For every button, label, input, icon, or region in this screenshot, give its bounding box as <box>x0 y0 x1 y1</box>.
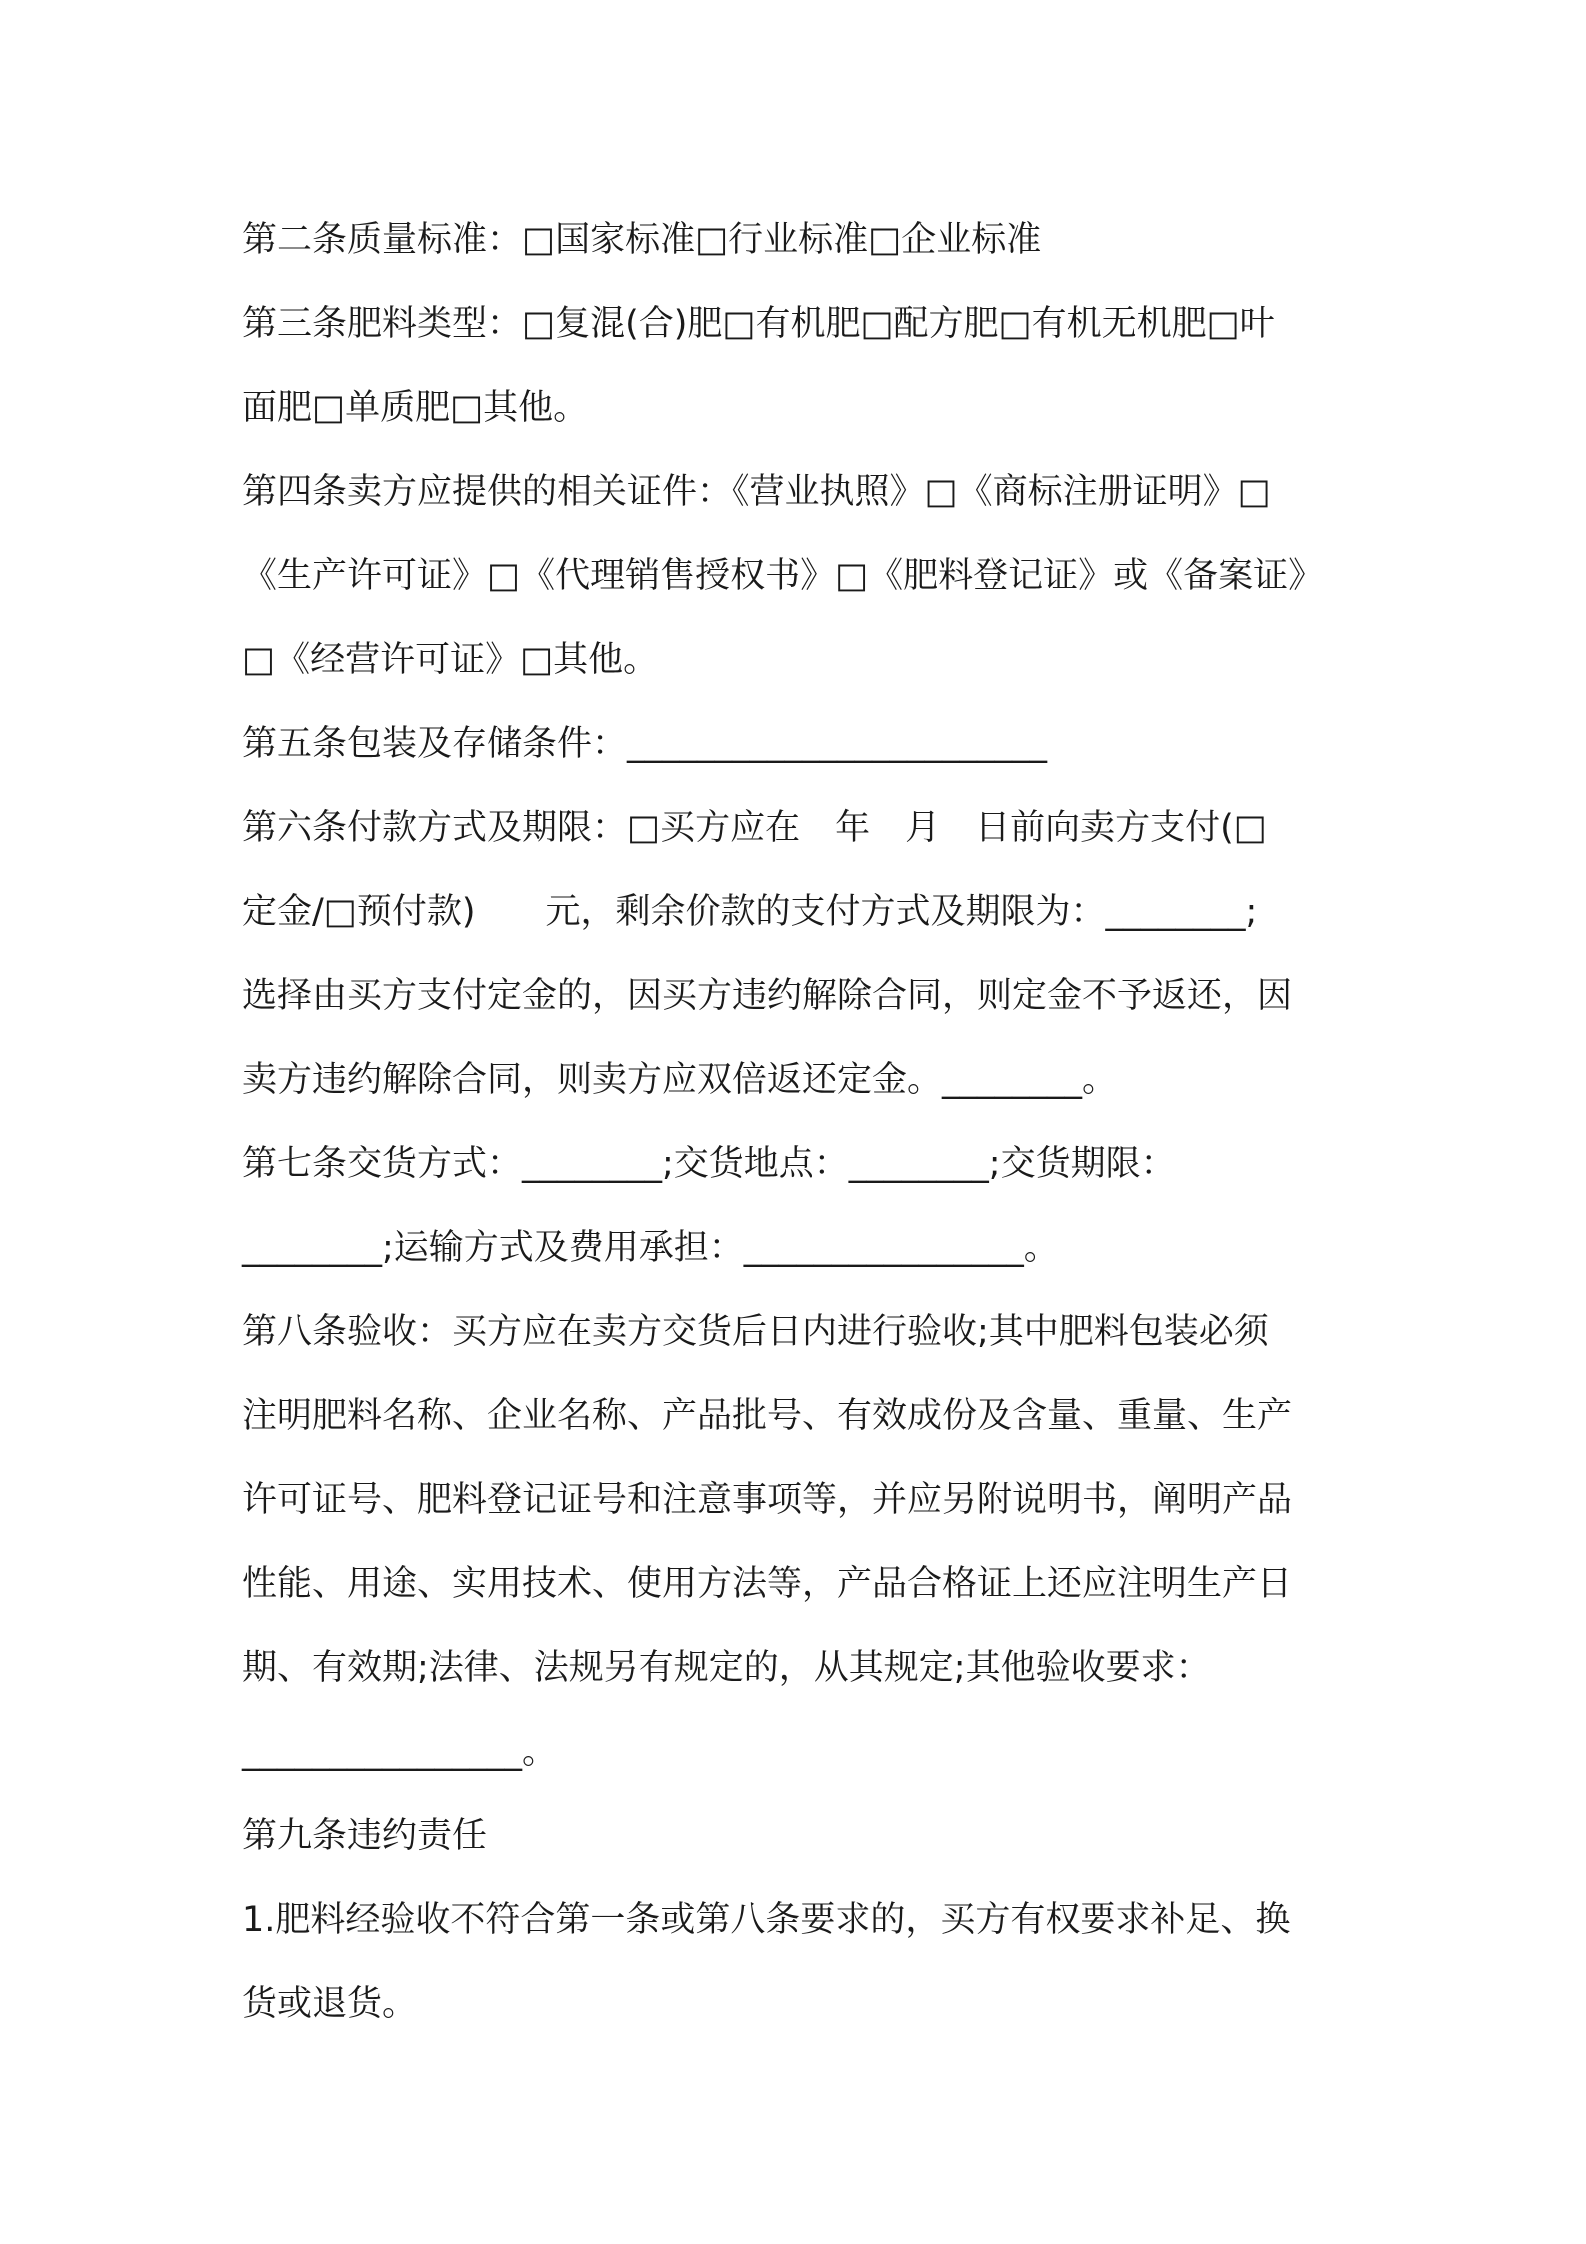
clause-6-continued: 定金/□预付款) 元，剩余价款的支付方式及期限为：________; <box>242 892 1258 932</box>
contract-body <box>242 198 1362 2046</box>
clause-3-fertilizer-type: 第三条肥料类型：□复混(合)肥□有机肥□配方肥□有机无机肥□叶 <box>242 304 1275 344</box>
clause-8-acceptance: 第八条验收：买方应在卖方交货后日内进行验收;其中肥料包装必须 <box>242 1312 1269 1352</box>
clause-6-continued-3: 卖方违约解除合同，则卖方应双倍返还定金。________。 <box>242 1060 1118 1100</box>
clause-6-payment: 第六条付款方式及期限：□买方应在 年 月 日前向卖方支付(□ <box>242 808 1267 848</box>
clause-5-packaging: 第五条包装及存储条件：________________________ <box>242 724 1048 764</box>
clause-6-continued-2: 选择由买方支付定金的，因买方违约解除合同，则定金不予返还，因 <box>242 976 1293 1016</box>
clause-8-continued-3: 性能、用途、实用技术、使用方法等，产品合格证上还应注明生产日 <box>242 1564 1293 1604</box>
clause-9-liability-heading: 第九条违约责任 <box>242 1816 488 1856</box>
clause-9-item-1: 1.肥料经验收不符合第一条或第八条要求的，买方有权要求补足、换 <box>242 1900 1291 1940</box>
clause-8-continued-2: 许可证号、肥料登记证号和注意事项等，并应另附说明书，阐明产品 <box>242 1480 1293 1520</box>
clause-8-continued: 注明肥料名称、企业名称、产品批号、有效成份及含量、重量、生产 <box>242 1396 1293 1436</box>
clause-3-continued: 面肥□单质肥□其他。 <box>242 388 589 428</box>
clause-7-continued: ________;运输方式及费用承担：________________。 <box>242 1228 1059 1268</box>
clause-2-quality-standard: 第二条质量标准：□国家标准□行业标准□企业标准 <box>242 220 1042 260</box>
clause-8-continued-4: 期、有效期;法律、法规另有规定的，从其规定;其他验收要求： <box>242 1648 1211 1688</box>
clause-7-delivery: 第七条交货方式：________;交货地点：________;交货期限： <box>242 1144 1176 1184</box>
clause-4-certificates: 第四条卖方应提供的相关证件：《营业执照》□《商标注册证明》□ <box>242 472 1271 512</box>
clause-9-item-1-continued: 货或退货。 <box>242 1984 418 2024</box>
clause-8-continued-5: ________________。 <box>242 1732 558 1772</box>
clause-4-continued-2: □《经营许可证》□其他。 <box>242 640 659 680</box>
clause-4-continued: 《生产许可证》□《代理销售授权书》□《肥料登记证》或《备案证》 <box>242 556 1324 596</box>
